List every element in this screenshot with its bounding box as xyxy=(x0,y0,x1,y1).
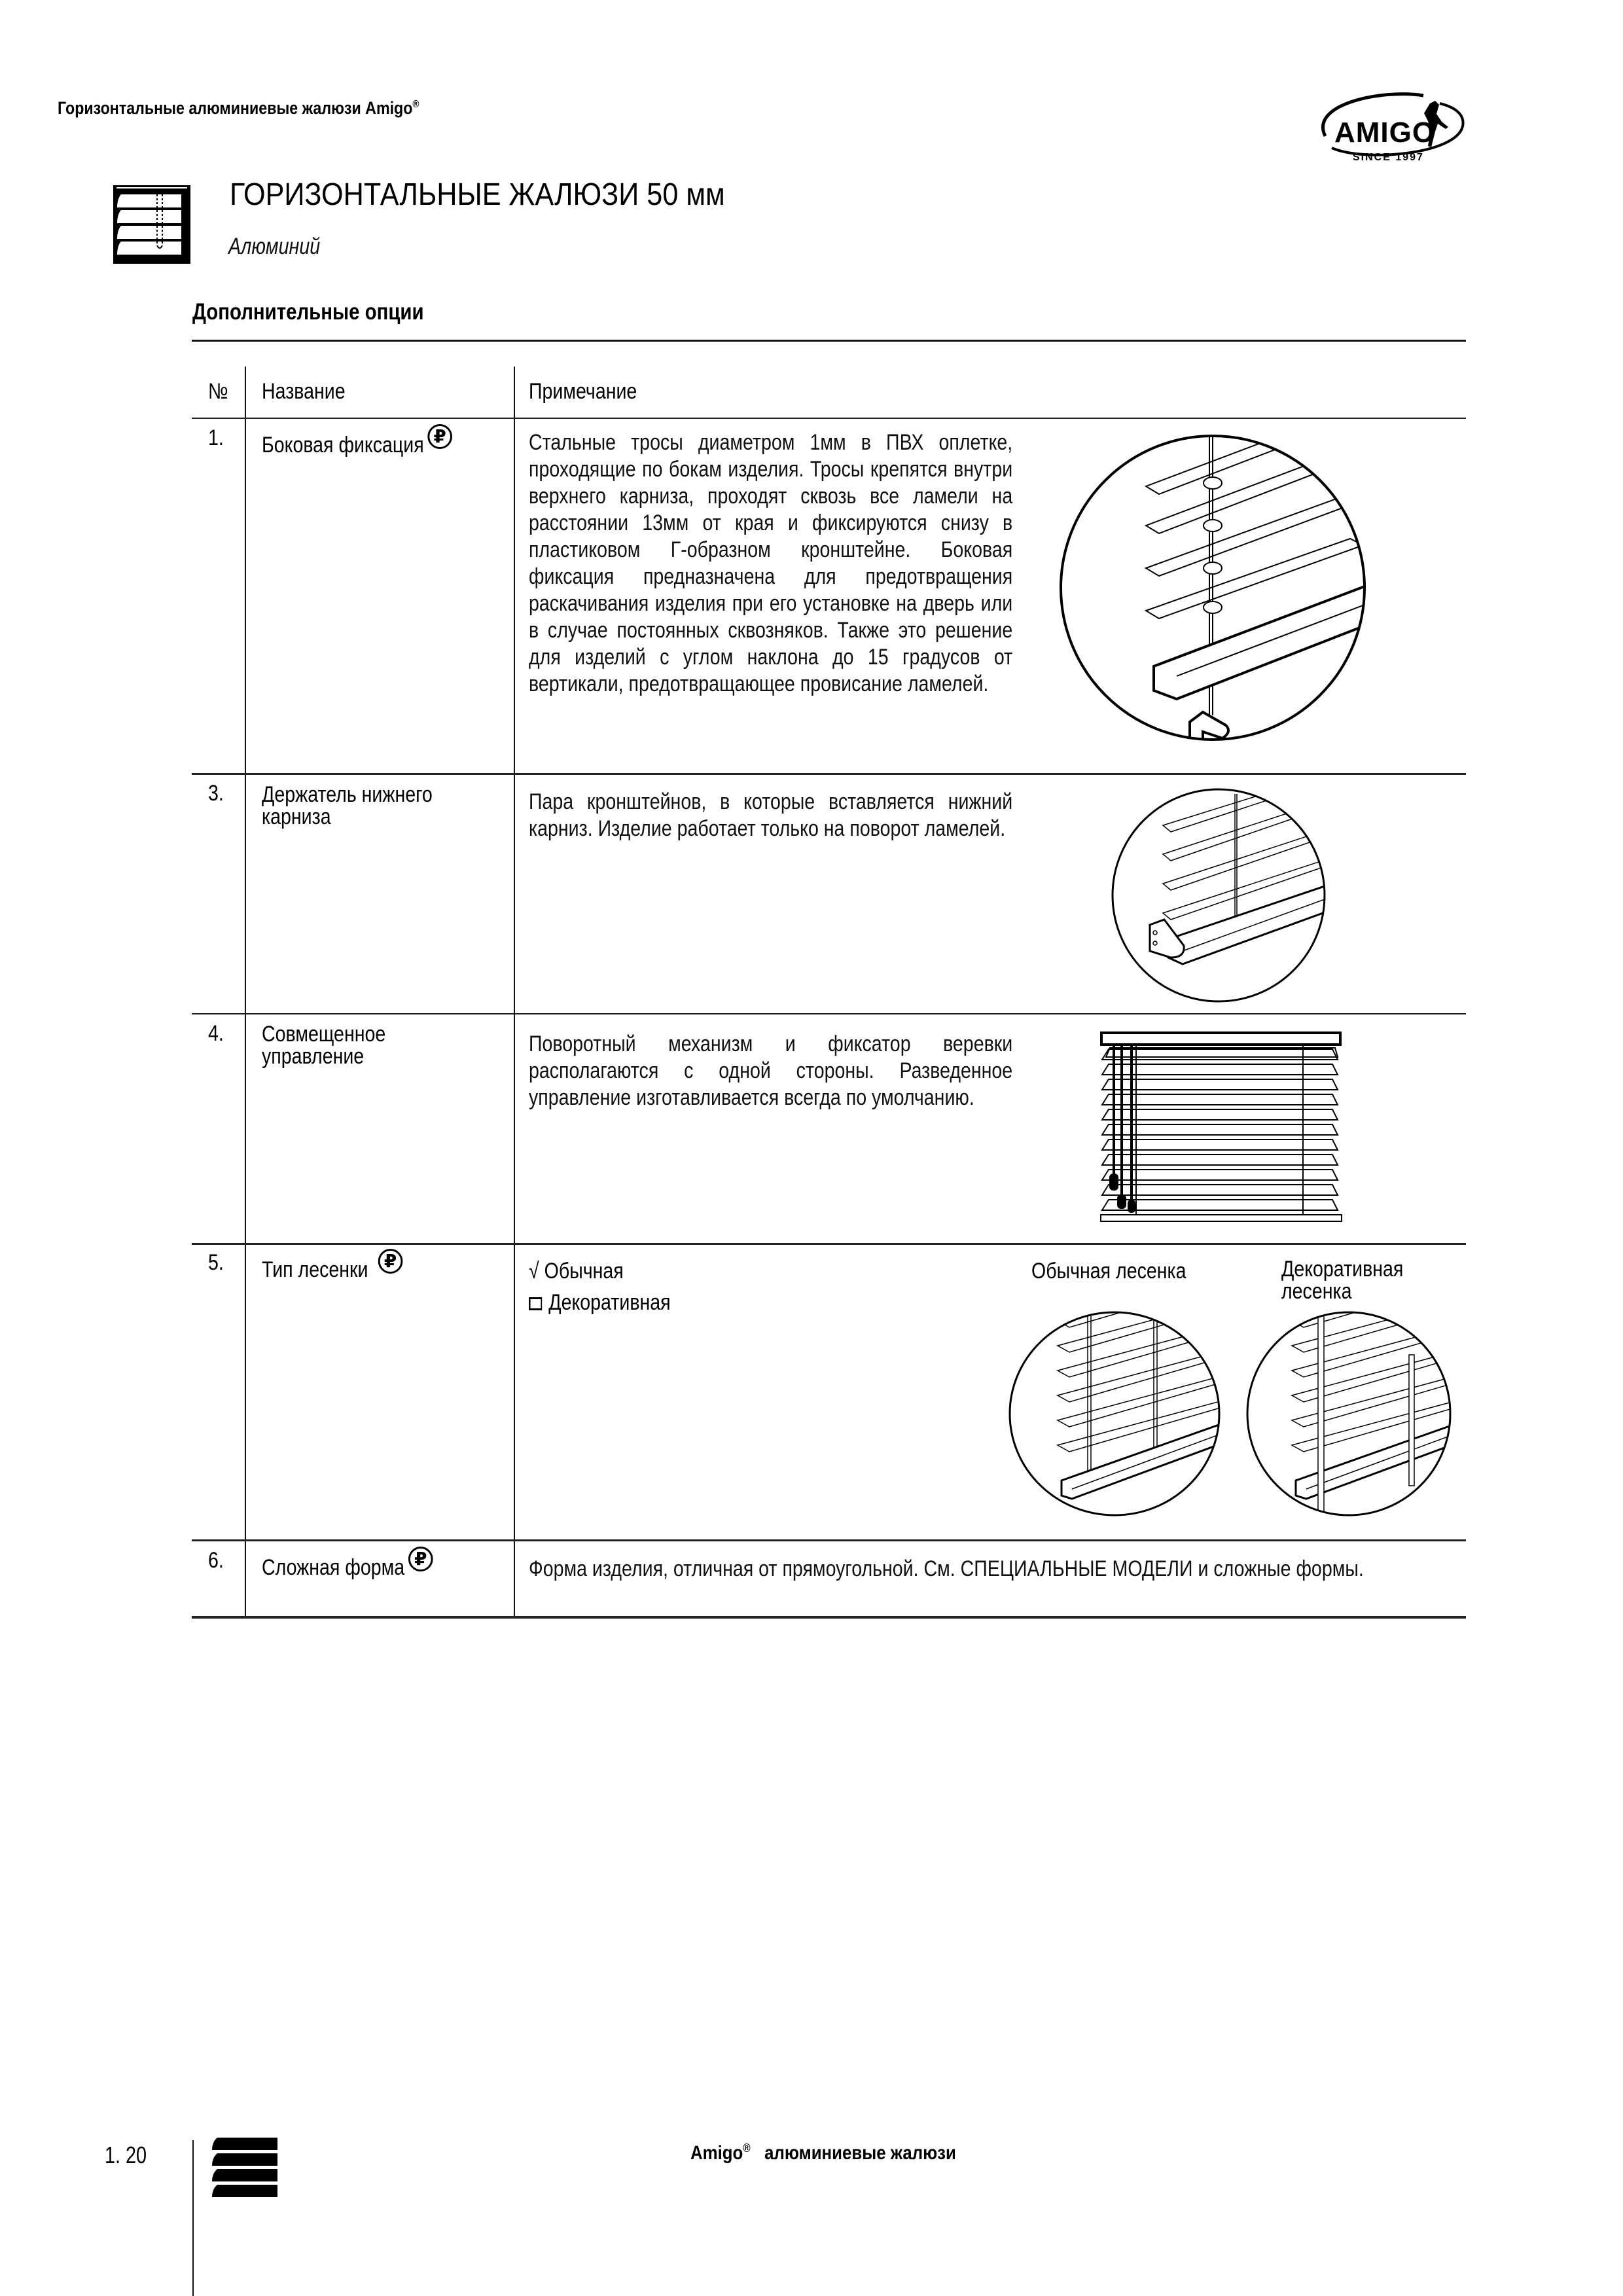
table-bottom-border xyxy=(192,1616,1466,1619)
caption-line-2: лесенка xyxy=(1281,1279,1352,1304)
column-divider-2 xyxy=(514,367,515,1618)
option-name xyxy=(262,426,450,459)
column-header-name: Название xyxy=(262,379,346,404)
paid-option-ruble-icon: ₽ xyxy=(378,1249,403,1274)
option-name-text: Тип лесенки xyxy=(262,1257,368,1282)
section-divider xyxy=(192,340,1466,342)
ladder-option-regular[interactable] xyxy=(529,1258,624,1285)
page-number: 1. 20 xyxy=(105,2142,147,2168)
option-name xyxy=(262,1023,385,1067)
footer-brand-suffix: алюминиевые жалюзи xyxy=(764,2142,956,2164)
combined-control-illustration xyxy=(1099,1031,1348,1227)
column-header-number: № xyxy=(208,379,228,404)
footer-brand xyxy=(690,2142,956,2164)
paid-option-ruble-icon: ₽ xyxy=(408,1547,433,1571)
page-subtitle: Алюминий xyxy=(228,234,321,259)
amigo-logo xyxy=(1306,77,1482,175)
option-name-line-1: Держатель нижнего xyxy=(262,782,433,807)
side-fixation-illustration xyxy=(1049,434,1370,748)
option-name-line-1: Совмещенное xyxy=(262,1022,386,1047)
page-title: ГОРИЗОНТАЛЬНЫЕ ЖАЛЮЗИ 50 мм xyxy=(230,177,725,212)
ladder-option-label: Декоративная xyxy=(548,1290,671,1315)
column-header-note: Примечание xyxy=(529,379,637,404)
option-note: Поворотный механизм и фиксатор веревки располагаются с одной стороны. Разведенное управление изготавливается всегда по умолчанию. xyxy=(529,1031,1013,1110)
row-divider xyxy=(192,1539,1466,1541)
row-divider xyxy=(192,1013,1466,1014)
unchecked-checkbox-icon[interactable] xyxy=(529,1297,542,1310)
caption-line-1: Декоративная xyxy=(1281,1257,1404,1282)
bottom-rail-holder-illustration xyxy=(1111,787,1327,1003)
option-name xyxy=(262,783,433,828)
option-name-line-2: управление xyxy=(262,1044,365,1069)
row-divider xyxy=(192,773,1466,775)
row-divider xyxy=(192,1243,1466,1245)
blinds-slats-icon xyxy=(212,2136,277,2199)
section-heading: Дополнительные опции xyxy=(192,299,424,325)
running-header-text: Горизонтальные алюминиевые жалюзи Amigo xyxy=(58,98,413,118)
regular-ladder-illustration xyxy=(1007,1309,1222,1518)
row-number: 5. xyxy=(208,1250,224,1275)
horizontal-blinds-icon xyxy=(113,185,190,264)
row-number: 4. xyxy=(208,1021,224,1046)
footer-brand-name: Amigo xyxy=(690,2142,743,2164)
row-divider xyxy=(192,418,1466,419)
option-name-line-2: карниза xyxy=(262,804,331,829)
running-header xyxy=(58,98,419,118)
logo-brand: AMIGO xyxy=(1334,117,1436,149)
ladder-option-decorative[interactable] xyxy=(529,1289,671,1316)
ladder-option-label: Обычная xyxy=(544,1259,624,1283)
decorative-ladder-illustration xyxy=(1241,1309,1457,1518)
checkmark-icon: √ xyxy=(529,1259,539,1283)
row-number: 1. xyxy=(208,425,224,450)
option-note: Форма изделия, отличная от прямоугольной. См. СПЕЦИАЛЬНЫЕ МОДЕЛИ и сложные формы. xyxy=(529,1556,1364,1581)
option-name xyxy=(262,1549,431,1581)
figure-caption-decorative xyxy=(1281,1258,1403,1302)
column-divider-1 xyxy=(245,367,246,1618)
option-name-text: Сложная форма xyxy=(262,1555,405,1580)
row-number: 3. xyxy=(208,781,224,806)
paid-option-ruble-icon: ₽ xyxy=(427,424,452,449)
option-name-text: Боковая фиксация xyxy=(262,433,424,457)
registered-mark: ® xyxy=(743,2142,751,2155)
option-note: Пара кронштейнов, в которые вставляется нижний карниз. Изделие работает только на поворот ламелей. xyxy=(529,789,1013,841)
logo-tagline: SINCE 1997 xyxy=(1353,152,1424,163)
footer-divider xyxy=(192,2140,194,2296)
row-number: 6. xyxy=(208,1548,224,1573)
option-name xyxy=(262,1251,401,1283)
figure-caption-regular: Обычная лесенка xyxy=(1031,1259,1186,1283)
option-note: Стальные тросы диаметром 1мм в ПВХ оплетке, проходящие по бокам изделия. Тросы крепятся внутри верхнего карниза, проходят сквозь все ламели на расстоянии 13мм от края и фиксируются снизу в пластиковом Г-образном кронштейне. Боковая фиксация предназначена для предотвращения раскачивания изделия при его установке на дверь или в случае постоянных сквозняков. Также это решение для изделий с углом наклона до 15 градусов от вертикали, предотвращающее провисание ламелей. xyxy=(529,430,1013,696)
registered-mark: ® xyxy=(412,99,419,110)
